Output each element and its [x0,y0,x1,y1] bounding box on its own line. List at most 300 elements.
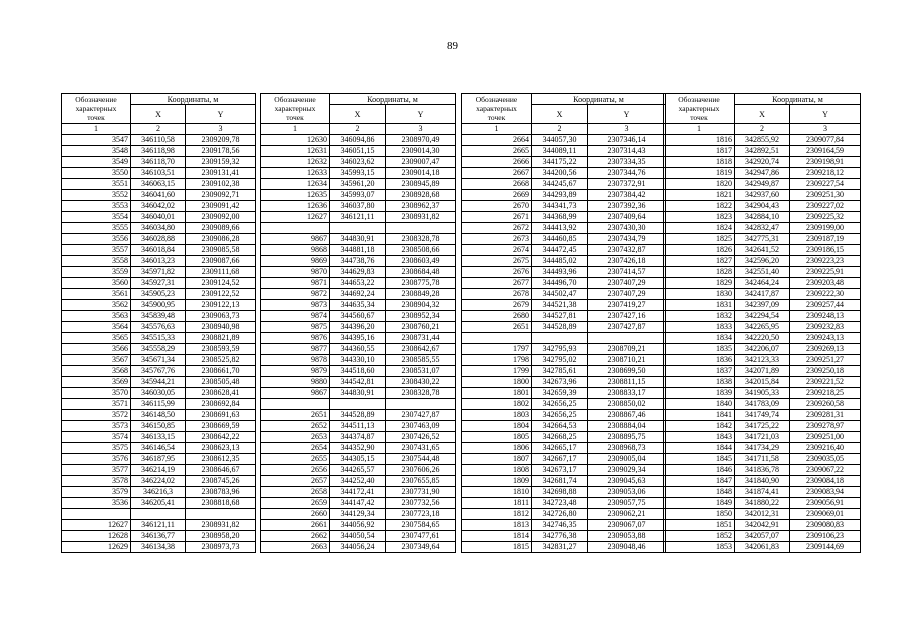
table-row [462,377,666,388]
point-id: 3548 [62,146,131,157]
y-value: 2309122,13 [186,300,256,311]
y-value: 2309086,28 [186,234,256,245]
x-value: 341836,78 [735,465,790,476]
x-value: 342855,92 [735,135,790,146]
point-id: 9878 [261,355,330,366]
point-id: 3577 [62,465,131,476]
point-id: 3551 [62,179,131,190]
table-row [664,344,861,355]
table-row [62,201,256,212]
y-value: 2307606,26 [386,465,456,476]
point-id: 9869 [261,256,330,267]
table-row [664,520,861,531]
y-value: 2308642,22 [186,432,256,443]
x-value: 346224,02 [131,476,186,487]
y-value: 2309159,32 [186,157,256,168]
table-row [462,146,666,157]
table-row [664,322,861,333]
point-id: 3564 [62,322,131,333]
point-id: 3559 [62,267,131,278]
y-header: Y [588,105,666,124]
y-value: 2308731,44 [386,333,456,344]
x-value: 342776,38 [532,531,588,542]
column-index: 2 [735,124,790,135]
y-value: 2309186,15 [790,245,861,256]
y-value: 2309225,91 [790,267,861,278]
y-value: 2307427,87 [386,410,456,421]
y-value: 2309225,32 [790,212,861,223]
point-id: 1850 [664,509,735,520]
y-value: 2309014,30 [386,146,456,157]
table-row [261,135,456,146]
y-value: 2308931,82 [186,520,256,531]
table-row [261,267,456,278]
point-id: 1852 [664,531,735,542]
y-value: 2308775,78 [386,278,456,289]
y-value: 2309209,78 [186,135,256,146]
y-value: 2307426,18 [588,256,666,267]
table-row [261,289,456,300]
x-value: 346030,05 [131,388,186,399]
table-row [261,300,456,311]
point-id: 1832 [664,311,735,322]
table-row [462,289,666,300]
point-id: 1841 [664,410,735,421]
x-value: 346136,77 [131,531,186,542]
point-id: 9877 [261,344,330,355]
point-id: 2655 [261,454,330,465]
x-value: 344265,57 [330,465,386,476]
table-row [62,454,256,465]
y-value: 2307584,65 [386,520,456,531]
point-id: 3575 [62,443,131,454]
table-row [462,498,666,509]
point-id: 3567 [62,355,131,366]
y-value: 2307432,87 [588,245,666,256]
table-row [62,179,256,190]
y-value: 2308603,49 [386,256,456,267]
point-id: 2676 [462,267,532,278]
x-value: 346216,3 [131,487,186,498]
x-value: 344511,13 [330,421,386,432]
y-value: 2308928,68 [386,190,456,201]
point-id: 1846 [664,465,735,476]
x-value: 345558,29 [131,344,186,355]
point-designation-header [462,94,532,124]
table-row [664,223,861,234]
table-row [462,157,666,168]
coordinates-header: Координаты, м [735,94,861,105]
table-row [261,146,456,157]
y-value: 2309251,30 [790,190,861,201]
y-value: 2308508,66 [386,245,456,256]
x-value [330,399,386,410]
y-value: 2309067,07 [588,520,666,531]
point-id: 2669 [462,190,532,201]
table-row [462,487,666,498]
point-id: 2680 [462,311,532,322]
x-value: 345993,07 [330,190,386,201]
y-value: 2309227,54 [790,179,861,190]
x-value: 344496,70 [532,278,588,289]
x-value: 344692,24 [330,289,386,300]
y-value: 2309250,18 [790,366,861,377]
y-value: 2309251,27 [790,355,861,366]
y-value: 2308699,50 [588,366,666,377]
x-value: 341749,74 [735,410,790,421]
point-id: 1804 [462,421,532,432]
y-value: 2307731,90 [386,487,456,498]
x-value: 345905,23 [131,289,186,300]
point-id: 1811 [462,498,532,509]
header-line: точек [286,113,304,122]
point-id: 9874 [261,311,330,322]
x-value: 342641,52 [735,245,790,256]
table-row [462,344,666,355]
table-row [462,432,666,443]
header-line: характерных [75,104,117,113]
point-id: 1821 [664,190,735,201]
table-row [261,201,456,212]
point-id: 2677 [462,278,532,289]
x-value: 346205,41 [131,498,186,509]
table-row [261,509,456,520]
table-row [462,520,666,531]
x-value: 344502,47 [532,289,588,300]
x-value: 342659,39 [532,388,588,399]
x-value: 346040,01 [131,212,186,223]
y-value: 2308709,21 [588,344,666,355]
x-value: 345839,48 [131,311,186,322]
point-id: 9867 [261,234,330,245]
y-value: 2308661,70 [186,366,256,377]
x-value: 342464,24 [735,278,790,289]
column-index-row [462,124,666,135]
x-value: 341880,22 [735,498,790,509]
y-value: 2308940,98 [186,322,256,333]
table-row [664,355,861,366]
x-header: X [131,105,186,124]
x-value: 342294,54 [735,311,790,322]
point-id: 1845 [664,454,735,465]
point-id: 2662 [261,531,330,542]
coordinates-header: Координаты, м [532,94,666,105]
point-id: 1808 [462,465,532,476]
y-header: Y [386,105,456,124]
x-value: 344738,76 [330,256,386,267]
header-line: Обозначение [475,95,518,104]
y-value [386,223,456,234]
point-id: 1816 [664,135,735,146]
point-id: 2667 [462,168,532,179]
point-id: 1812 [462,509,532,520]
y-value: 2307723,18 [386,509,456,520]
table-row [462,201,666,212]
x-value: 346118,70 [131,157,186,168]
point-id: 1829 [664,278,735,289]
y-value: 2307732,56 [386,498,456,509]
table-row [462,212,666,223]
x-value: 344374,87 [330,432,386,443]
point-id: 1834 [664,333,735,344]
y-value: 2308952,34 [386,311,456,322]
column-index: 2 [330,124,386,135]
x-value: 341721,03 [735,432,790,443]
table-row [261,322,456,333]
x-value: 344360,55 [330,344,386,355]
point-id: 3576 [62,454,131,465]
point-id: 1801 [462,388,532,399]
point-id: 9868 [261,245,330,256]
coordinates-header: Координаты, м [330,94,456,105]
table-row [261,179,456,190]
table-row [462,300,666,311]
x-value: 342057,07 [735,531,790,542]
header-line: Обозначение [75,95,117,104]
table-row [261,388,456,399]
x-value: 342668,25 [532,432,588,443]
point-id: 12635 [261,190,330,201]
y-value: 2309089,66 [186,223,256,234]
point-id [62,509,131,520]
point-id: 3554 [62,212,131,223]
y-value: 2308760,21 [386,322,456,333]
y-value: 2309218,25 [790,388,861,399]
y-value: 2309102,38 [186,179,256,190]
point-id: 2660 [261,509,330,520]
y-value: 2307431,65 [386,443,456,454]
table-row [462,443,666,454]
x-value: 342681,74 [532,476,588,487]
table-row [462,421,666,432]
x-value: 345576,63 [131,322,186,333]
x-value: 345900,95 [131,300,186,311]
point-id: 12636 [261,201,330,212]
header-row [462,94,666,105]
x-value: 342937,60 [735,190,790,201]
y-value: 2309048,46 [588,542,666,553]
table-row [261,454,456,465]
table-row [664,542,861,553]
x-value: 346103,51 [131,168,186,179]
x-value: 342949,87 [735,179,790,190]
x-value: 346121,11 [330,212,386,223]
table-row [62,432,256,443]
x-value: 346133,15 [131,432,186,443]
table-row [62,377,256,388]
point-id: 3570 [62,388,131,399]
x-value: 346028,88 [131,234,186,245]
table-row [62,289,256,300]
y-value: 2308867,46 [588,410,666,421]
x-value: 342220,50 [735,333,790,344]
table-row [664,135,861,146]
x-value: 342795,93 [532,344,588,355]
table-row [462,355,666,366]
table-row [62,157,256,168]
y-value: 2309087,66 [186,256,256,267]
table-row [62,520,256,531]
table-row [664,157,861,168]
table-row [261,311,456,322]
x-value: 342061,83 [735,542,790,553]
point-id: 2657 [261,476,330,487]
x-value: 342947,86 [735,168,790,179]
y-value: 2309248,13 [790,311,861,322]
point-id: 1853 [664,542,735,553]
y-value: 2309198,91 [790,157,861,168]
x-value: 342785,61 [532,366,588,377]
point-id: 1844 [664,443,735,454]
x-value: 344172,41 [330,487,386,498]
x-value: 344629,83 [330,267,386,278]
point-id: 3572 [62,410,131,421]
table-row [462,278,666,289]
table-row [462,234,666,245]
point-id: 1813 [462,520,532,531]
y-value: 2308593,59 [186,344,256,355]
column-index-row [261,124,456,135]
y-value: 2309216,40 [790,443,861,454]
y-value: 2307334,35 [588,157,666,168]
x-value: 345767,76 [131,366,186,377]
x-value: 345944,21 [131,377,186,388]
point-id: 1848 [664,487,735,498]
point-id: 1823 [664,212,735,223]
table-row [462,267,666,278]
table-row [664,201,861,212]
table-row [664,311,861,322]
point-id: 1827 [664,256,735,267]
y-value: 2308904,32 [386,300,456,311]
x-value: 342265,95 [735,322,790,333]
column-index: 1 [62,124,131,135]
x-value: 344293,89 [532,190,588,201]
y-value: 2309063,73 [186,311,256,322]
y-value: 2308884,04 [588,421,666,432]
point-id: 12633 [261,168,330,179]
y-value: 2308642,67 [386,344,456,355]
x-value: 342920,74 [735,157,790,168]
point-id: 3573 [62,421,131,432]
coordinates-header: Координаты, м [131,94,256,105]
x-value: 342665,17 [532,443,588,454]
table-row [62,256,256,267]
y-value: 2309106,23 [790,531,861,542]
table-row [62,443,256,454]
x-value: 341840,90 [735,476,790,487]
y-value: 2308968,73 [588,443,666,454]
x-value: 342726,80 [532,509,588,520]
point-id: 3558 [62,256,131,267]
x-value: 344460,85 [532,234,588,245]
table-row [462,135,666,146]
x-value: 345927,31 [131,278,186,289]
point-id: 9873 [261,300,330,311]
x-header: X [532,105,588,124]
point-designation-header [62,94,131,124]
point-id: 2663 [261,542,330,553]
x-value: 344527,81 [532,311,588,322]
column-index: 3 [790,124,861,135]
y-value: 2309014,18 [386,168,456,179]
point-id: 1839 [664,388,735,399]
table-row [664,168,861,179]
x-value [131,509,186,520]
point-id: 2656 [261,465,330,476]
point-id: 1851 [664,520,735,531]
y-value: 2309227,02 [790,201,861,212]
point-id: 2652 [261,421,330,432]
table-row [62,322,256,333]
table-row [62,135,256,146]
x-value: 346037,80 [330,201,386,212]
x-value: 346150,85 [131,421,186,432]
y-value: 2309164,59 [790,146,861,157]
point-id: 9871 [261,278,330,289]
point-id: 1840 [664,399,735,410]
y-value: 2309053,88 [588,531,666,542]
point-id: 1814 [462,531,532,542]
table-row [462,311,666,322]
y-value: 2308783,96 [186,487,256,498]
table-row [261,256,456,267]
x-value: 345961,20 [330,179,386,190]
point-id: 9872 [261,289,330,300]
point-id: 2659 [261,498,330,509]
x-value: 341905,33 [735,388,790,399]
y-value: 2307409,64 [588,212,666,223]
table-row [462,366,666,377]
x-value: 344528,89 [532,322,588,333]
coordinates-table [461,93,666,553]
table-row [261,465,456,476]
table-row [261,399,456,410]
y-value: 2308821,89 [186,333,256,344]
x-value: 342831,27 [532,542,588,553]
table-row [62,223,256,234]
x-header: X [735,105,790,124]
point-id: 9880 [261,377,330,388]
y-value: 2307434,79 [588,234,666,245]
y-value: 2307463,09 [386,421,456,432]
y-value: 2308931,82 [386,212,456,223]
table-row [664,487,861,498]
y-value: 2307372,91 [588,179,666,190]
x-value: 344396,20 [330,322,386,333]
y-value [588,333,666,344]
x-value: 344395,16 [330,333,386,344]
y-value: 2309223,23 [790,256,861,267]
y-value: 2309053,06 [588,487,666,498]
table-row [261,421,456,432]
y-value: 2307427,16 [588,311,666,322]
point-id: 1843 [664,432,735,443]
y-value: 2309080,83 [790,520,861,531]
x-value: 345515,33 [131,333,186,344]
x-value: 346042,02 [131,201,186,212]
point-id: 1806 [462,443,532,454]
table-row [462,168,666,179]
x-value: 346121,11 [131,520,186,531]
column-index: 1 [664,124,735,135]
point-id: 12629 [62,542,131,553]
point-id: 3555 [62,223,131,234]
y-value: 2308691,63 [186,410,256,421]
table-row [462,190,666,201]
x-value: 344305,15 [330,454,386,465]
point-id: 1805 [462,432,532,443]
